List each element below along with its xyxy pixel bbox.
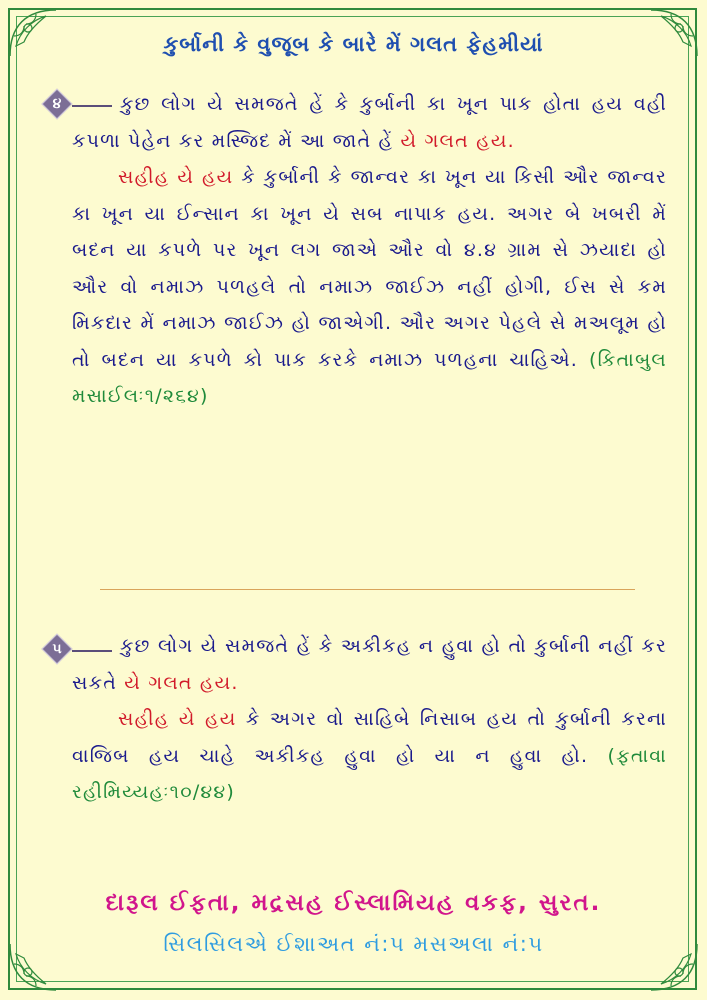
series-label: સિલસિલએ ઈશાઅત નં:૫ મસઅલા નં:૫ — [163, 932, 544, 956]
item-5-paragraph-2 — [72, 701, 667, 811]
item-4-reference: (કિતાબુલ મસાઈલઃ૧/૨૬૪) — [72, 348, 667, 407]
item-4-wrong-label: યે ગલત હય. — [400, 129, 515, 152]
item-5-explanation: કે અગર વો સાહિબે નિસાબ હય તો કુર્બાની કરના વાજિબ હય ચાહે અકીકહ હુવા હો યા ન હુવા હો. — [72, 708, 667, 767]
page-title: કુર્બાની કે વુજૂબ કે બારે મેં ગલત ફેહમીયાં — [163, 32, 544, 56]
item-number: ૫ — [52, 641, 62, 657]
item-5-wrong-label: યે ગલત હય. — [124, 671, 239, 694]
item-4-statement: કુછ લોગ યે સમજતે હેં કે કુર્બાની કા ખૂન પાક હોતા હય વહી કપળા પેહેન કર મસ્જિદ મેં આ જાતે હેં — [72, 93, 667, 152]
item-5-correct-label: સહીહ યે હય — [118, 708, 237, 730]
item-4-paragraph-1 — [72, 86, 667, 159]
item-badge — [42, 634, 72, 664]
item-badge — [42, 89, 72, 119]
section-divider — [100, 589, 635, 590]
item-4-paragraph-2 — [72, 159, 667, 415]
item-5-statement: કુછ લોગ યે સમજતે હેં કે અકીકહ ન હુવા હો તો કુર્બાની નહીં કર સકતે — [72, 635, 667, 694]
item-4-explanation: કે કુર્બાની કે જાન્વર કા ખૂન યા કિસી ઔર જાન્વર કા ખૂન યા ઈન્સાન કા ખૂન યે સબ નાપાક હય. અગર બે ખબરી મેં બદન યા કપળે પર ખૂન લગ જાએ ઔર વો ૪.૪ ગ્રામ સે ઝયાદા હો ઔર વો નમાઝ પળહલે તો નમાઝ જાઈઝ નહીં હોગી, ઈસ સે કમ મિકદાર મેં નમાઝ જાઈઝ હો જાએગી. ઔર અગર પેહલે સે મઅલૂમ હો તો બદન યા કપળે કો પાક કરકે નમાઝ પળહના ચાહિએ. — [72, 166, 667, 371]
item-5-reference: (ફતાવા રહીમિય્યહઃ૧૦/૪૪) — [72, 744, 667, 803]
item-4-correct-label: સહીહ યે હય — [118, 166, 234, 188]
item-number: ૪ — [52, 96, 62, 112]
item-4-section — [72, 86, 667, 415]
item-5-paragraph-1 — [72, 628, 667, 701]
item-5-section — [72, 628, 667, 811]
organization-name: દારૂલ ઈફતા, મદ્રસહ ઈસ્લામિયહ વકફ, સુરત. — [105, 890, 602, 916]
